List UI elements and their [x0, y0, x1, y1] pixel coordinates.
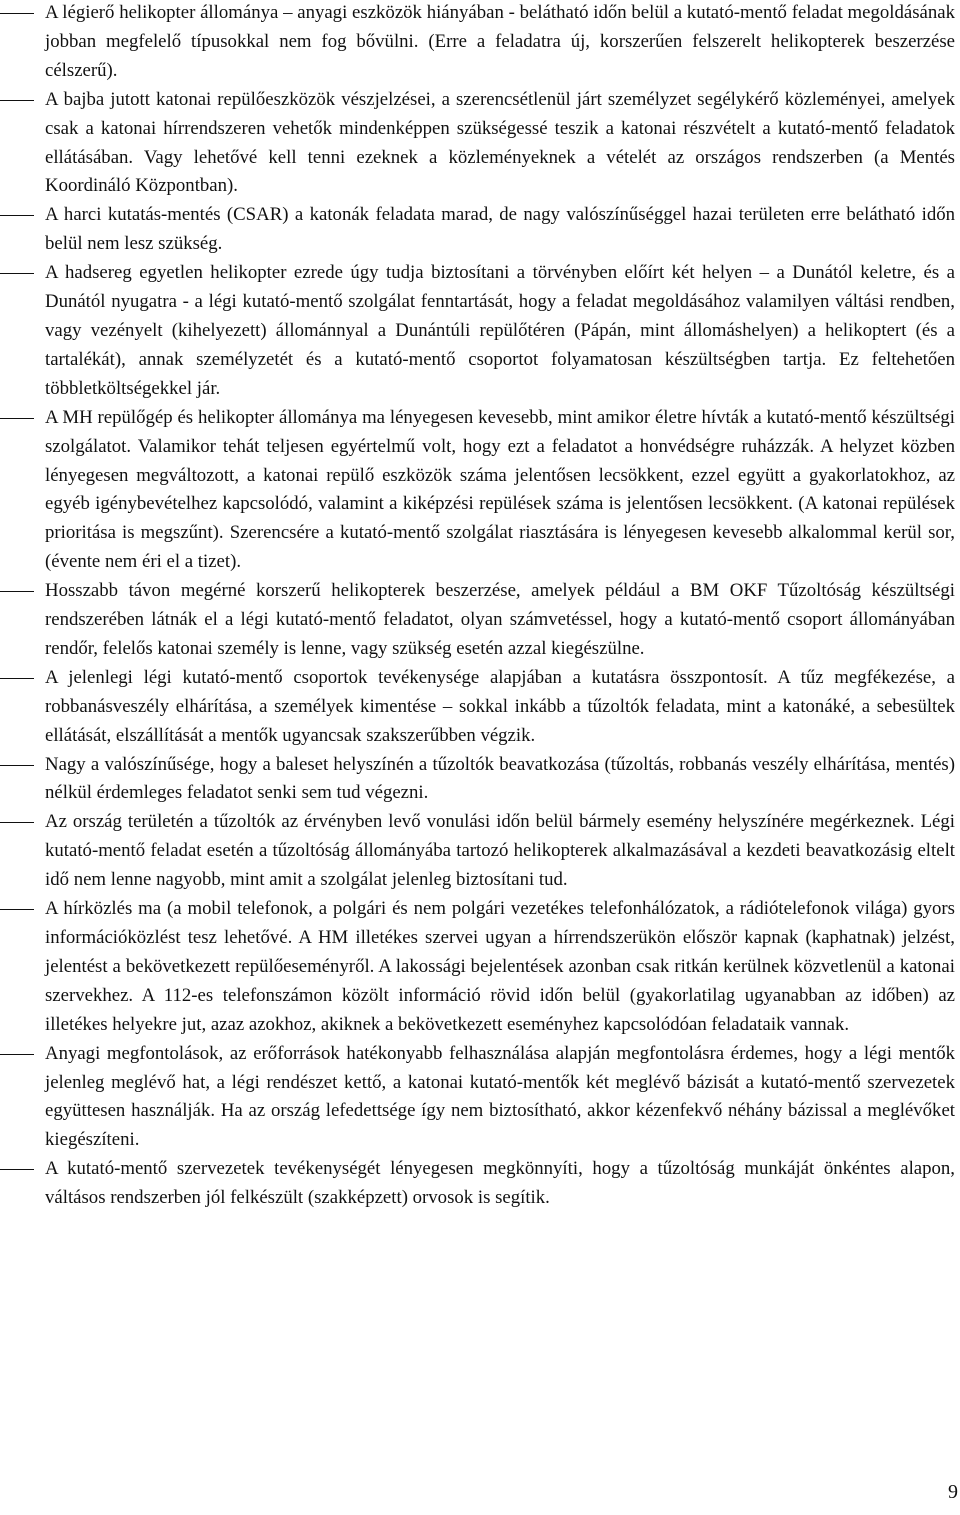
list-item-text: A hírközlés ma (a mobil telefonok, a polgári és nem polgári vezetékes telefonhálózatok, a rádiótelefonok világa) gyors információközlést tesz lehetővé. A HM illetékes szervei ugyan a hírrendszerükön először kapnak (kaphatnak) jelzést, jelentést a bekövetkezett repülőeseményről. A lakossági bejelentések azonban csak ritkán kerülnek közvetlenül a katonai szervekhez. A 112-es telefonszámon közölt információ rövid időn belül (gyakorlatilag ugyanabban az időben) az illetékes helyekre jut, azaz azokhoz, akiknek a bekövetkezett eseményhez kapcsolódóan feladataik vannak. — [45, 898, 955, 1035]
dash-bullet — [0, 765, 34, 766]
list-item — [0, 808, 960, 895]
dash-bullet — [0, 273, 34, 274]
dash-bullet — [0, 909, 34, 910]
list-item — [0, 1155, 960, 1213]
list-item — [0, 751, 960, 809]
dash-bullet — [0, 13, 34, 14]
list-item — [0, 0, 960, 86]
list-item-text: A hadsereg egyetlen helikopter ezrede úgy tudja biztosítani a törvényben előírt két helyen – a Dunától keletre, és a Dunától nyugatra - a légi kutató-mentő szolgálat fenntartását, hogy a feladat megoldásához valamilyen váltási rendben, vagy vezényelt (kihelyezett) állománnyal a Dunántúli repülőtéren (Pápán, mint állomáshelyen) a helikoptert (és a tartalékát), annak személyzetét és a kutató-mentő csoportot folyamatosan készültségben tartja. Ez feltehetően többletköltségekkel jár. — [45, 262, 955, 399]
dash-bullet — [0, 215, 34, 216]
list-item-text: A jelenlegi légi kutató-mentő csoportok tevékenysége alapjában a kutatásra összpontosít. A tűz megfékezése, a robbanásveszély elhárítása, a személyek kimentése – sokkal inkább a tűzoltók feladata, mint a katonáké, a sebesültek ellátását, elszállítását a mentők ugyancsak szakszerűbben végzik. — [45, 666, 955, 746]
list-item-text: Nagy a valószínűsége, hogy a baleset helyszínén a tűzoltók beavatkozása (tűzoltás, robbanás veszély elhárítása, mentés) nélkül érdemleges feladatot senki sem tud végezni. — [45, 753, 955, 804]
dash-bullet — [0, 100, 34, 101]
list-item — [0, 577, 960, 664]
dash-bullet — [0, 1169, 34, 1170]
dash-bullet — [0, 822, 34, 823]
list-item-text: Az ország területén a tűzoltók az érvényben levő vonulási időn belül bármely esemény helyszínére megérkeznek. Légi kutató-mentő feladat esetén a tűzoltóság állományába tartozó helikopterek alkalmazásával a kezdeti beavatkozásig eltelt idő nem lenne nagyobb, mint amit a szolgálat jelenleg biztosítani tud. — [45, 811, 955, 891]
dash-bullet — [0, 678, 34, 679]
page-number: 9 — [948, 1481, 958, 1503]
list-item — [0, 664, 960, 751]
dash-bullet — [0, 1054, 34, 1055]
list-item-text: A kutató-mentő szervezetek tevékenységét lényegesen megkönnyíti, hogy a tűzoltóság munkáját önkéntes alapon, váltásos rendszerben jól felkészült (szakképzett) orvosok is segítik. — [45, 1158, 955, 1209]
list-item — [0, 895, 960, 1040]
list-item-text: A légierő helikopter állománya – anyagi eszközök hiányában - belátható időn belül a kutató-mentő feladat megoldásának jobban megfelelő típusokkal nem fog bővülni. (Erre a feladatra új, korszerűen felszerelt helikopterek beszerzése célszerű). — [45, 2, 955, 81]
list-item — [0, 1040, 960, 1156]
list-item-text: Hosszabb távon megérné korszerű helikopterek beszerzése, amelyek például a BM OKF Tűzoltóság készültségi rendszerében látnák el a légi kutató-mentő feladatot, olyan számvetéssel, hogy a kutató-mentő csoport állományában rendőr, felelős katonai személy is lenne, vagy szükség esetén azzal kiegészülne. — [45, 580, 955, 659]
dash-bullet — [0, 591, 34, 592]
list-item — [0, 259, 960, 404]
list-item — [0, 86, 960, 202]
list-item — [0, 404, 960, 577]
dash-bullet — [0, 418, 34, 419]
list-item — [0, 201, 960, 259]
list-item-text: A MH repülőgép és helikopter állománya ma lényegesen kevesebb, mint amikor életre hívták a kutató-mentő készültségi szolgálatot. Valamikor tehát teljesen egyértelmű volt, hogy ezt a feladatot a honvédségre ruházzák. A helyzet közben lényegesen megváltozott, a katonai repülő eszközök száma jelentősen lecsökkent, ezzel együtt a gyakorlatokhoz, az egyéb igénybevételhez kapcsolódó, valamint a kiképzési repülések száma is jelentősen lecsökkent. (A katonai repülések prioritása is megszűnt). Szerencsére a kutató-mentő szolgálat riasztására is lényegesen kevesebb alkalommal kerül sor, (évente nem éri el a tizet). — [45, 406, 955, 573]
list-item-text: Anyagi megfontolások, az erőforrások hatékonyabb felhasználása alapján megfontolásra érdemes, hogy a légi mentők jelenleg meglévő hat, a légi rendészet kettő, a katonai kutató-mentők két meglévő bázisát a kutató-mentő szervezetek együttesen használják. Ha az ország lefedettsége így nem biztosítható, akkor kézenfekvő néhány bázissal a meglévőket kiegészíteni. — [45, 1042, 955, 1151]
list-item-text: A harci kutatás-mentés (CSAR) a katonák feladata marad, de nagy valószínűséggel hazai területen erre belátható időn belül nem lesz szükség. — [45, 204, 955, 255]
list-item-text: A bajba jutott katonai repülőeszközök vészjelzései, a szerencsétlenül járt személyzet segélykérő közleményei, amelyek csak a katonai hírrendszeren vehetők mindenképpen szükségessé teszik a katonai részvételt a kutató-mentő feladatok ellátásában. Vagy lehetővé kell tenni ezeknek a közleményeknek a vételét az országos rendszerben (a Mentés Koordináló Központban). — [45, 88, 955, 197]
